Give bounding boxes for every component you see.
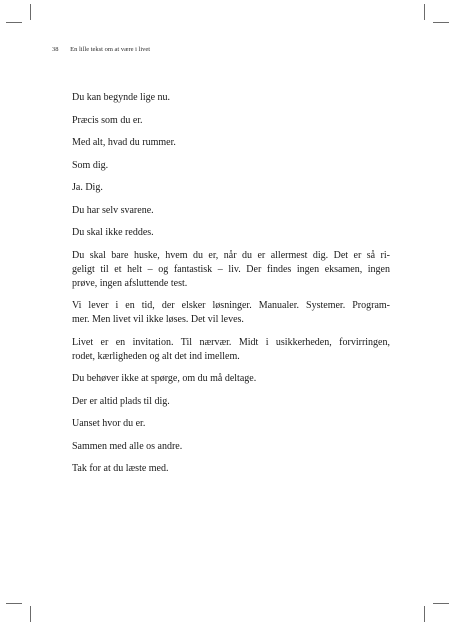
paragraph — [72, 114, 390, 128]
crop-mark-bottom-right-v — [424, 606, 425, 622]
paragraph-line: mer. Men livet vil ikke løses. Det vil leves. — [72, 314, 244, 325]
crop-mark-bottom-right-h — [433, 603, 449, 604]
paragraph — [72, 159, 390, 173]
paragraph — [72, 249, 390, 291]
crop-mark-top-right-v — [424, 4, 425, 20]
crop-mark-top-left-v — [30, 4, 31, 20]
paragraph — [72, 226, 390, 240]
paragraph-line: Du behøver ikke at spørge, om du må deltage. — [72, 373, 257, 384]
paragraph — [72, 440, 390, 454]
paragraph — [72, 395, 390, 409]
paragraph-line: Præcis som du er. — [72, 114, 143, 126]
paragraph — [72, 336, 390, 364]
paragraph-line: Med alt, hvad du rummer. — [72, 137, 176, 148]
paragraph — [72, 372, 390, 386]
paragraph-line: prøve, ingen afsluttende test. — [72, 277, 188, 289]
paragraph-line: geligt til et helt – og fantastisk – liv. Der findes ingen eksamen, ingen — [72, 263, 390, 275]
body-text — [72, 91, 390, 485]
paragraph-line: Du har selv svarene. — [72, 204, 154, 216]
paragraph — [72, 181, 390, 195]
paragraph-line: Sammen med alle os andre. — [72, 440, 183, 452]
paragraph-line: Ja. Dig. — [72, 182, 103, 193]
paragraph-line: Vi lever i en tid, der elsker løsninger. Manualer. Systemer. Program- — [72, 300, 390, 311]
paragraph-line: Du skal ikke reddes. — [72, 227, 154, 238]
paragraph-line: Du skal bare huske, hvem du er, når du er allermest dig. Det er så ri- — [72, 249, 390, 261]
running-head-title: En lille tekst om at være i livet — [70, 46, 151, 53]
paragraph — [72, 299, 390, 327]
crop-mark-top-left-h — [6, 22, 22, 23]
page-number: 38 — [52, 46, 59, 53]
paragraph-line: Uanset hvor du er. — [72, 418, 146, 429]
crop-mark-bottom-left-h — [6, 603, 22, 604]
paragraph-line: Der er altid plads til dig. — [72, 395, 170, 407]
running-head — [52, 46, 150, 53]
paragraph-line: Tak for at du læste med. — [72, 463, 169, 474]
paragraph — [72, 91, 390, 105]
paragraph-line: rodet, kærligheden og alt det ind imellem. — [72, 350, 240, 362]
paragraph — [72, 417, 390, 431]
crop-mark-bottom-left-v — [30, 606, 31, 622]
paragraph-line: Som dig. — [72, 159, 109, 171]
paragraph — [72, 462, 390, 476]
paragraph — [72, 204, 390, 218]
paragraph-line: Du kan begynde lige nu. — [72, 92, 171, 103]
paragraph — [72, 136, 390, 150]
paragraph-line: Livet er en invitation. Til nærvær. Midt i usikkerheden, forvirringen, — [72, 336, 390, 348]
crop-mark-top-right-h — [433, 22, 449, 23]
